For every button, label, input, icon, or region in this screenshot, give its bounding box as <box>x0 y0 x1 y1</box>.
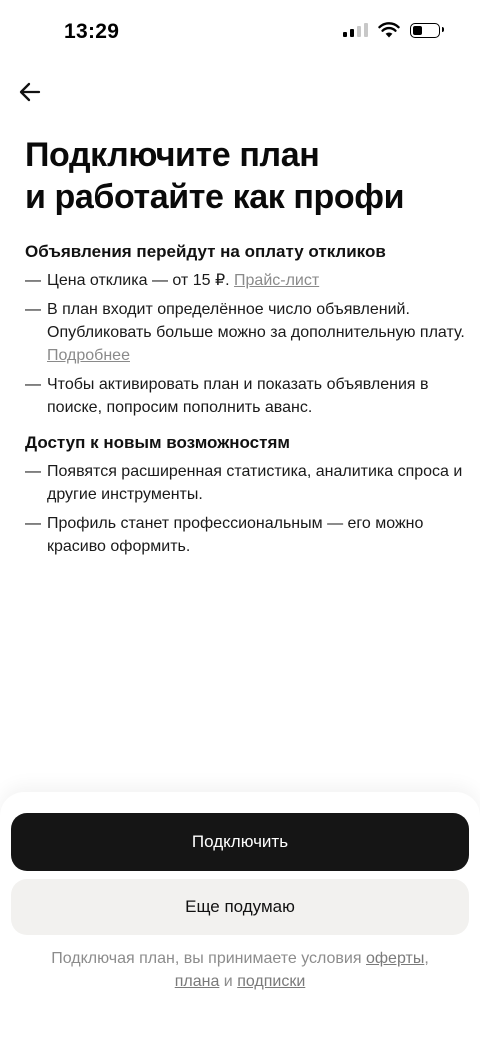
section-title: Объявления перейдут на оплату откликов <box>25 242 386 261</box>
battery-icon <box>410 23 440 38</box>
list-item-text: Появятся расширенная статистика, аналитика спроса и другие инструменты. <box>47 463 463 503</box>
section-responses <box>25 240 465 419</box>
section-new-features <box>25 431 465 558</box>
details-link[interactable]: Подробнее <box>47 347 130 364</box>
list-item <box>25 298 465 367</box>
bottom-action-panel <box>0 792 480 1041</box>
list-item <box>25 269 465 292</box>
list-item-text: Цена отклика — от 15 ₽. <box>47 272 235 289</box>
features-list <box>25 460 465 558</box>
list-marker: — <box>25 301 41 318</box>
title-line-2: и работайте как профи <box>25 178 405 216</box>
list-item-text: В план входит определённое число объявлений. Опубликовать больше можно за дополнительную плату. <box>47 301 465 341</box>
think-later-button[interactable]: Еще подумаю <box>11 879 469 935</box>
terms-and: и <box>219 973 238 990</box>
list-marker: — <box>25 376 41 393</box>
list-item-text: Профиль станет профессиональным — его можно красиво оформить. <box>47 515 424 555</box>
terms-text <box>20 947 460 993</box>
price-list-link[interactable]: Прайс-лист <box>234 272 320 289</box>
list-item <box>25 512 465 558</box>
cellular-signal-icon <box>343 23 368 37</box>
arrow-left-icon <box>19 82 41 102</box>
plan-description <box>25 240 465 564</box>
list-marker: — <box>25 463 41 480</box>
wifi-icon <box>378 22 400 38</box>
plan-link[interactable]: плана <box>174 973 220 990</box>
status-icons <box>343 22 440 38</box>
list-item <box>25 373 465 419</box>
back-button[interactable] <box>12 74 48 110</box>
status-time: 13:29 <box>64 20 120 43</box>
connect-button[interactable]: Подключить <box>11 813 469 871</box>
list-marker: — <box>25 272 41 289</box>
page-title <box>25 134 465 218</box>
benefits-list <box>25 269 465 419</box>
title-line-1: Подключите план <box>25 136 320 174</box>
terms-comma: , <box>424 950 429 967</box>
status-bar <box>0 0 480 64</box>
section-title: Доступ к новым возможностям <box>25 433 290 452</box>
list-item <box>25 460 465 506</box>
list-item-text: Чтобы активировать план и показать объявления в поиске, попросим пополнить аванс. <box>47 376 429 416</box>
offer-link[interactable]: оферты <box>365 950 425 967</box>
terms-prefix: Подключая план, вы принимаете условия <box>51 950 366 967</box>
list-marker: — <box>25 515 41 532</box>
subscription-link[interactable]: подписки <box>237 973 306 990</box>
